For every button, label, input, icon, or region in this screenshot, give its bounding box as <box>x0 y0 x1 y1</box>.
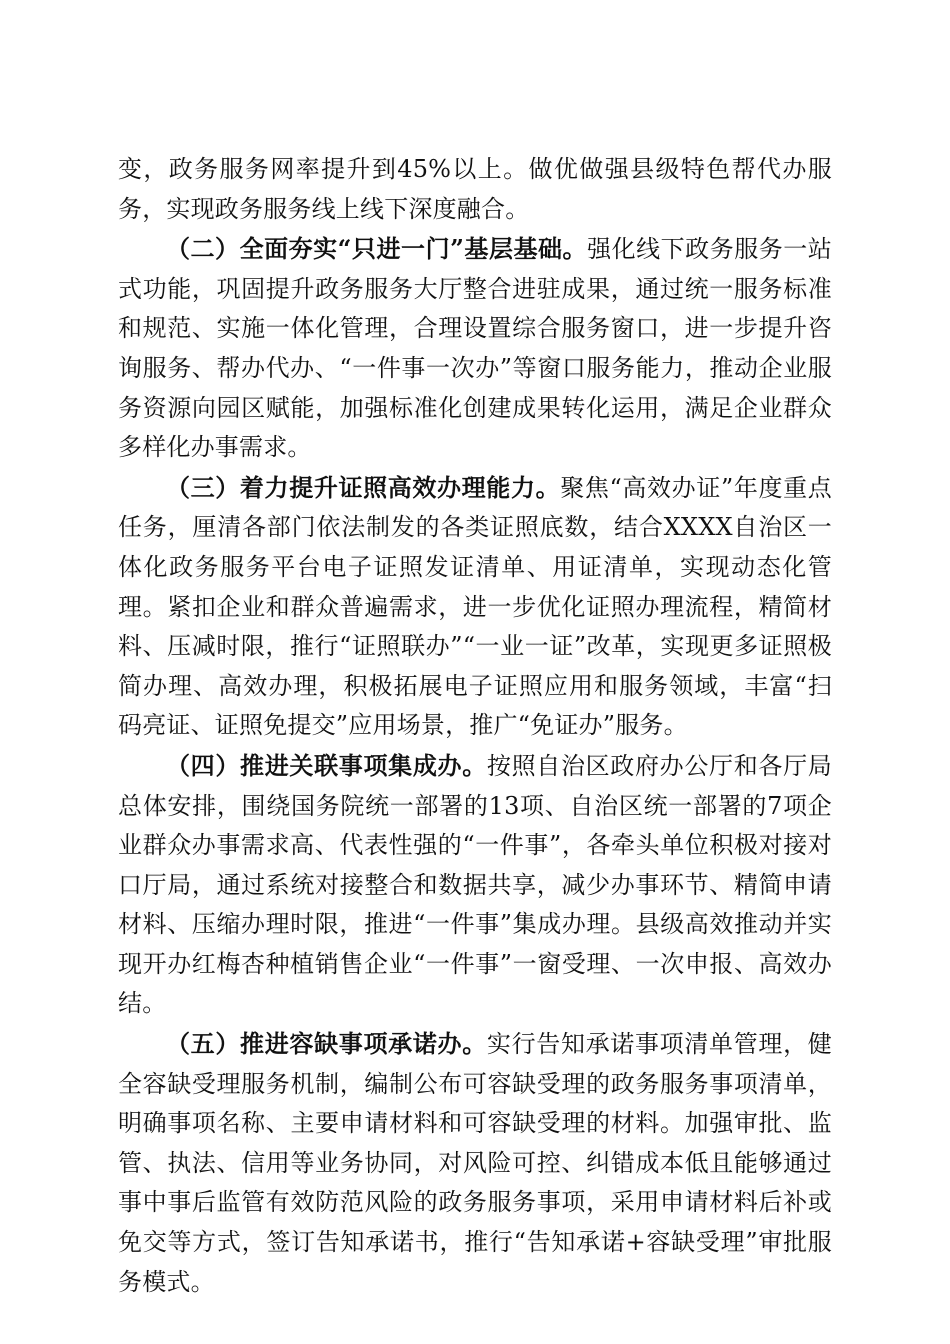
section-heading: （五）推进容缺事项承诺办。 <box>166 1029 487 1059</box>
section-heading: （二）全面夯实“只进一门”基层基础。 <box>166 234 588 264</box>
paragraph-section-4 <box>118 746 832 1024</box>
paragraph-text: 实行告知承诺事项清单管理，健全容缺受理服务机制，编制公布可容缺受理的政务服务事项清单，明确事项名称、主要申请材料和可容缺受理的材料。加强审批、监管、执法、信用等业务协同，对风险可控、纠错成本低且能够通过事中事后监管有效防范风险的政务服务事项，采用申请材料后补或免交等方式，签订告知承诺书，推行“告知承诺+容缺受理”审批服务模式。 <box>118 1030 832 1296</box>
paragraph-section-2 <box>118 229 832 468</box>
paragraph-text: 按照自治区政府办公厅和各厅局总体安排，围绕国务院统一部署的13项、自治区统一部署的7项企业群众办事需求高、代表性强的“一件事”，各牵头单位积极对接对口厅局，通过系统对接整合和数据共享，减少办事环节、精简申请材料、压缩办理时限，推进“一件事”集成办理。县级高效推动并实现开办红梅杏种植销售企业“一件事”一窗受理、一次申报、高效办结。 <box>118 751 832 1018</box>
paragraph-section-5 <box>118 1024 832 1302</box>
paragraph-text: 强化线下政务服务一站式功能，巩固提升政务服务大厅整合进驻成果，通过统一服务标准和规范、实施一体化管理，合理设置综合服务窗口，进一步提升咨询服务、帮办代办、“一件事一次办”等窗口服务能力，推动企业服务资源向园区赋能，加强标准化创建成果转化运用，满足企业群众多样化办事需求。 <box>118 235 832 462</box>
paragraph-continuation <box>118 150 832 229</box>
paragraph-text: 变，政务服务网率提升到45%以上。做优做强县级特色帮代办服务，实现政务服务线上线下深度融合。 <box>118 155 832 223</box>
document-body <box>118 150 832 1302</box>
paragraph-section-3 <box>118 468 832 746</box>
section-heading: （三）着力提升证照高效办理能力。 <box>166 472 561 502</box>
section-heading: （四）推进关联事项集成办。 <box>166 750 487 780</box>
paragraph-text: 聚焦“高效办证”年度重点任务，厘清各部门依法制发的各类证照底数，结合XXXX自治区一体化政务服务平台电子证照发证清单、用证清单，实现动态化管理。紧扣企业和群众普遍需求，进一步优化证照办理流程，精简材料、压减时限，推行“证照联办”“一业一证”改革，实现更多证照极简办理、高效办理，积极拓展电子证照应用和服务领域，丰富“扫码亮证、证照免提交”应用场景，推广“免证办”服务。 <box>118 473 832 740</box>
